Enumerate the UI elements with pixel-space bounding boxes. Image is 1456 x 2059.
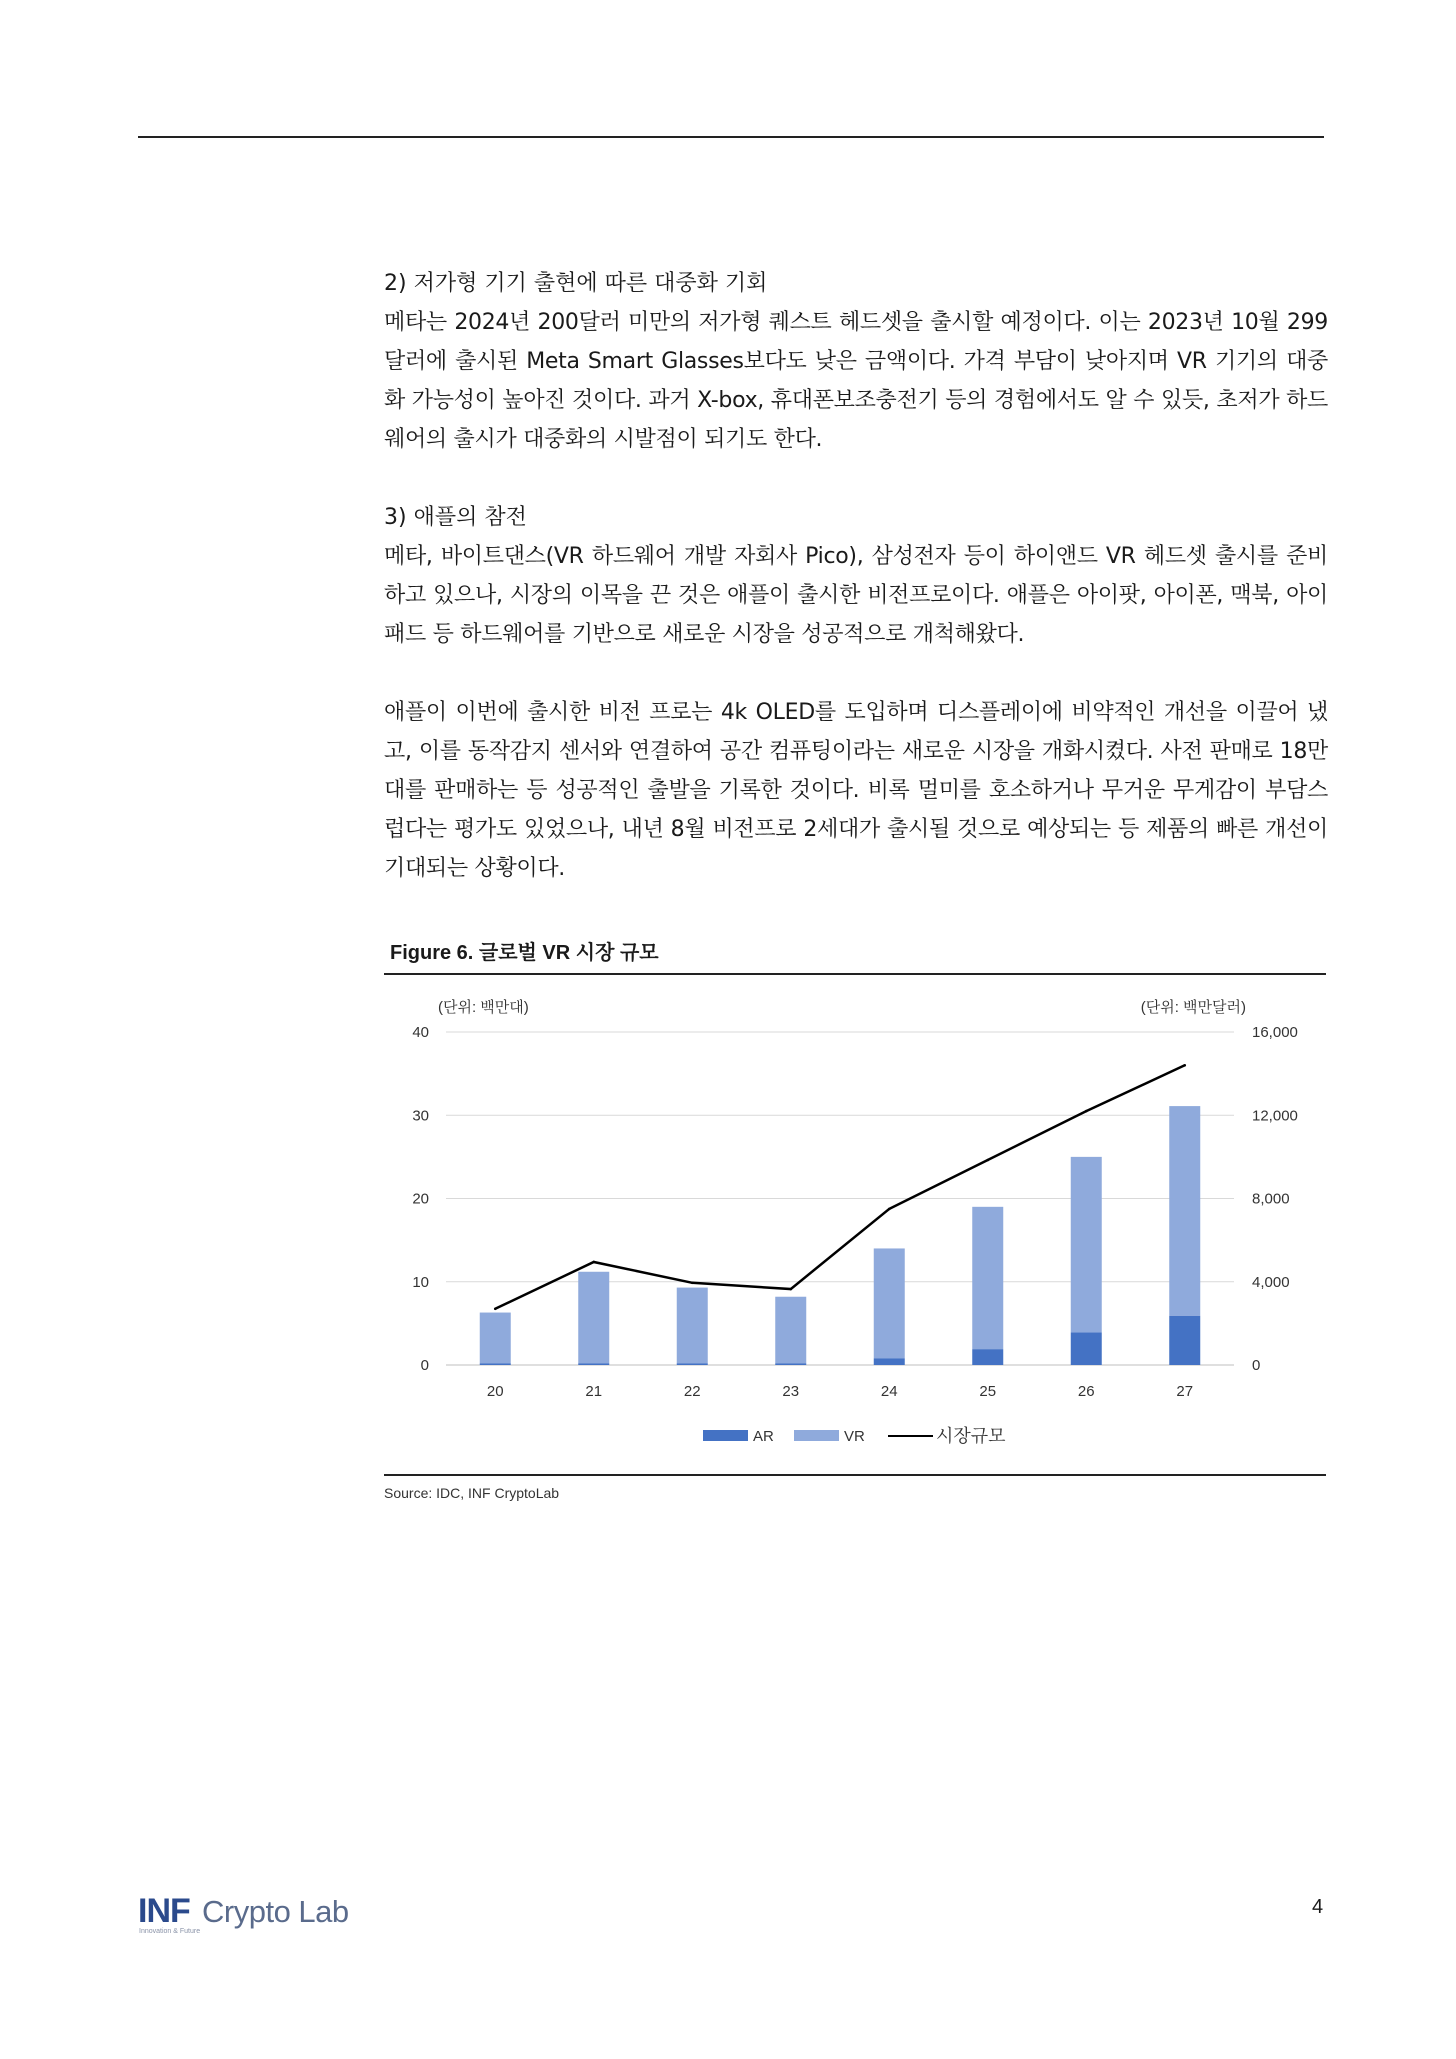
line-point xyxy=(1085,1110,1088,1113)
bar-ar xyxy=(1071,1333,1102,1365)
paragraph: 메타는 2024년 200달러 미만의 저가형 퀘스트 헤드셋을 출시할 예정이다. 이는 2023년 10월 299달러에 출시된 Meta Smart Glasses보다도 낮은 금액이다. 가격 부담이 낮아지며 VR 기기의 대중화 가능성이 높아진 것이다. 과거 X-box, 휴대폰보조충전기 등의 경험에서도 알 수 있듯, 초저가 하드웨어의 출시가 대중화의 시발점이 되기도 한다. xyxy=(384,310,1328,452)
figure-source: Source: IDC, INF CryptoLab xyxy=(384,1485,560,1501)
x-tick-label: 23 xyxy=(782,1383,800,1400)
line-point xyxy=(789,1288,792,1291)
legend-label-vr: VR xyxy=(844,1428,865,1445)
logo-tagline: Innovation & Future xyxy=(139,1928,201,1935)
bar-vr xyxy=(1169,1106,1200,1316)
legend-label-market-size: 시장규모 xyxy=(936,1426,1006,1447)
bar-ar xyxy=(677,1363,708,1365)
figure-rule-top xyxy=(384,973,1326,975)
right-tick-label: 16,000 xyxy=(1252,1024,1298,1041)
header-rule xyxy=(138,136,1324,138)
logo-wordmark: Crypto Lab xyxy=(202,1894,349,1929)
bar-ar xyxy=(1169,1316,1200,1365)
paragraph: 메타, 바이트댄스(VR 하드웨어 개발 자회사 Pico), 삼성전자 등이 하이앤드 VR 헤드셋 출시를 준비하고 있으나, 시장의 이목을 끈 것은 애플이 출시한 비전프로이다. 애플은 아이팟, 아이폰, 맥북, 아이패드 등 하드웨어를 기반으로 새로운 시장을 성공적으로 개척해왔다. xyxy=(384,544,1328,647)
vr-market-chart xyxy=(384,976,1326,1472)
logo-mark: INF xyxy=(138,1892,190,1930)
left-tick-label: 10 xyxy=(412,1273,429,1291)
line-point xyxy=(494,1308,497,1311)
bar-vr xyxy=(578,1272,609,1364)
body-content xyxy=(384,264,1328,888)
right-tick-label: 4,000 xyxy=(1252,1273,1290,1291)
right-tick-label: 8,000 xyxy=(1252,1190,1290,1208)
left-tick-label: 40 xyxy=(412,1024,429,1041)
legend-swatch-ar xyxy=(703,1430,748,1441)
company-logo xyxy=(138,1892,398,1936)
bar-vr xyxy=(775,1297,806,1364)
x-tick-label: 22 xyxy=(683,1383,701,1400)
left-tick-label: 20 xyxy=(412,1190,429,1208)
right-axis-unit-label: (단위: 백만달러) xyxy=(1140,999,1246,1016)
line-point xyxy=(888,1208,891,1211)
x-tick-label: 20 xyxy=(486,1383,504,1400)
legend-swatch-vr xyxy=(794,1430,839,1441)
x-tick-label: 21 xyxy=(585,1383,603,1400)
paragraph: 애플이 이번에 출시한 비전 프로는 4k OLED를 도입하며 디스플레이에 비약적인 개선을 이끌어 냈고, 이를 동작감지 센서와 연결하여 공간 컴퓨팅이라는 새로운 시장을 개화시켰다. 사전 판매로 18만대를 판매하는 등 성공적인 출발을 기록한 것이다. 비록 멀미를 호소하거나 무거운 무게감이 부담스럽다는 평가도 있었으나, 내년 8월 비전프로 2세대가 출시될 것으로 예상되는 등 제품의 빠른 개선이 기대되는 상황이다. xyxy=(384,700,1328,881)
bar-vr xyxy=(480,1313,511,1364)
bar-vr xyxy=(1071,1157,1102,1333)
figure-rule-bottom xyxy=(384,1474,1326,1476)
line-point xyxy=(1183,1064,1186,1067)
legend-label-ar: AR xyxy=(753,1428,774,1445)
x-tick-label: 25 xyxy=(979,1383,997,1400)
page-number: 4 xyxy=(1312,1896,1324,1918)
line-point xyxy=(691,1281,694,1284)
bar-vr xyxy=(874,1248,905,1358)
bar-ar xyxy=(480,1363,511,1365)
right-tick-label: 0 xyxy=(1252,1357,1261,1374)
left-tick-label: 30 xyxy=(412,1107,429,1125)
section-title: 3) 애플의 참전 xyxy=(384,505,527,530)
bar-ar xyxy=(972,1349,1003,1365)
left-axis-unit-label: (단위: 백만대) xyxy=(438,999,529,1016)
bar-vr xyxy=(677,1288,708,1364)
bar-ar xyxy=(874,1358,905,1365)
section-title: 2) 저가형 기기 출현에 따른 대중화 기회 xyxy=(384,271,768,296)
x-tick-label: 24 xyxy=(880,1383,898,1400)
figure-title: Figure 6. 글로벌 VR 시장 규모 xyxy=(390,942,659,964)
left-tick-label: 0 xyxy=(420,1357,429,1374)
line-point xyxy=(592,1261,595,1264)
x-tick-label: 27 xyxy=(1176,1383,1194,1400)
x-tick-label: 26 xyxy=(1077,1383,1095,1400)
bar-vr xyxy=(972,1207,1003,1349)
bar-ar xyxy=(578,1363,609,1365)
line-point xyxy=(986,1159,989,1162)
right-tick-label: 12,000 xyxy=(1252,1107,1298,1125)
bar-ar xyxy=(775,1363,806,1365)
